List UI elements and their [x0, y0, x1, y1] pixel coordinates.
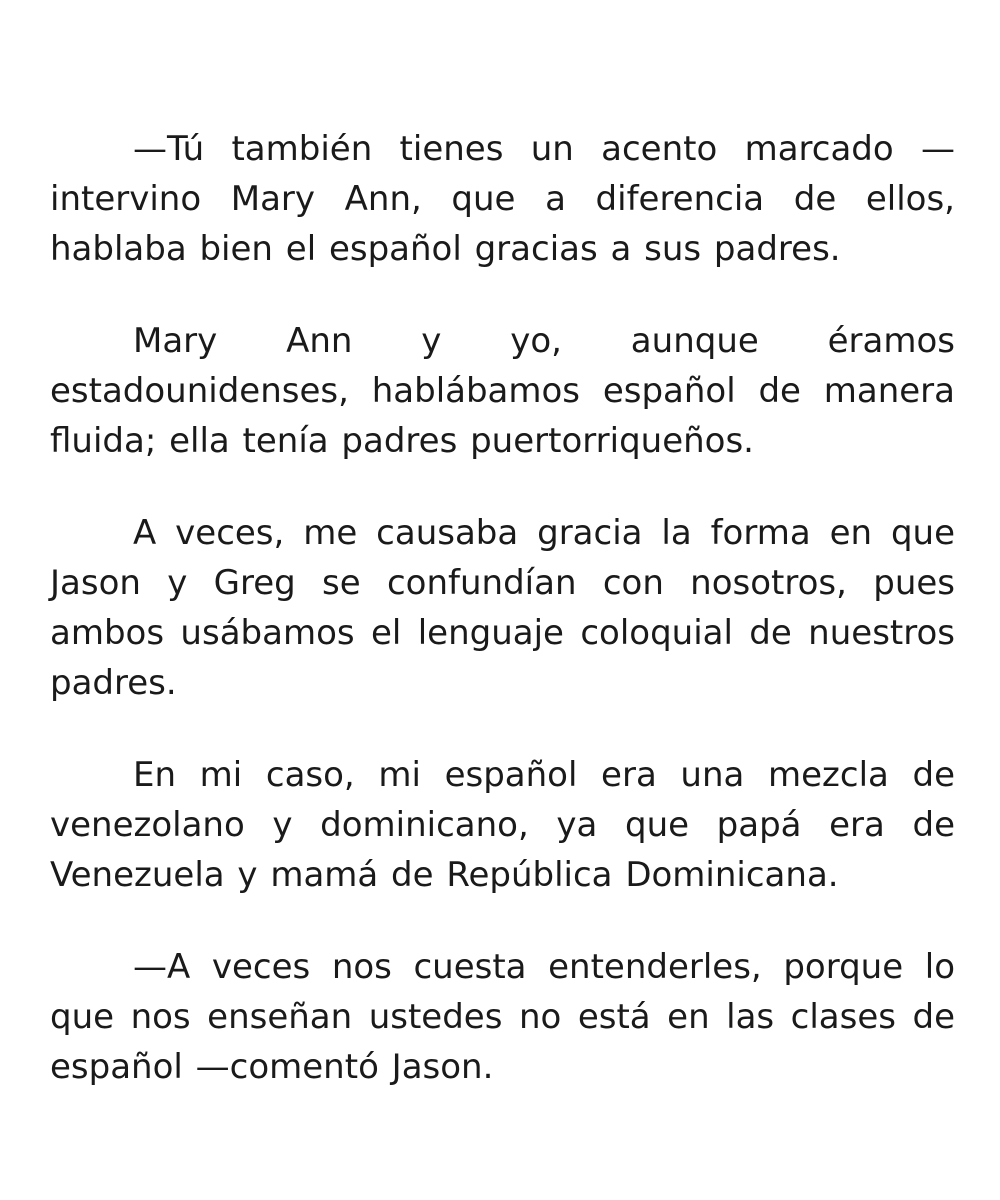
paragraph-2: Mary Ann y yo, aunque éramos estadounidenses, hablábamos español de manera fluida; ella tenía padres puertorriqueños. [50, 321, 955, 461]
paragraph-5: —A veces nos cuesta entenderles, porque lo que nos enseñan ustedes no está en las clases de español —comentó Jason. [50, 947, 955, 1087]
paragraph-3: A veces, me causaba gracia la forma en que Jason y Greg se confundían con nosotros, pues ambos usábamos el lenguaje coloquial de nuestros padres. [50, 513, 955, 703]
document-page [50, 124, 955, 1134]
paragraph-1: —Tú también tienes un acento marcado —intervino Mary Ann, que a diferencia de ellos, hablaba bien el español gracias a sus padres. [50, 129, 955, 269]
paragraph-4: En mi caso, mi español era una mezcla de venezolano y dominicano, ya que papá era de Venezuela y mamá de República Dominicana. [50, 755, 955, 895]
